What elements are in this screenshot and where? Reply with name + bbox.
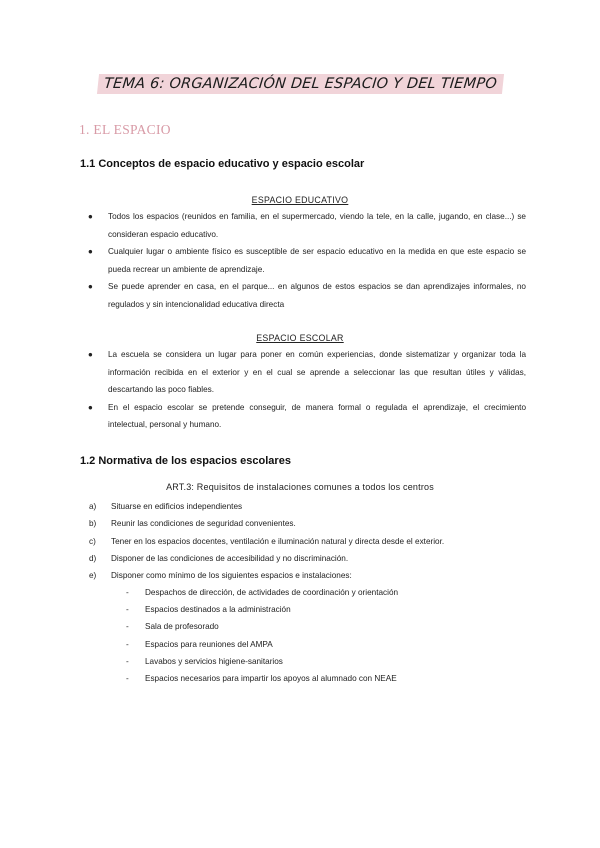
bullet-icon: ● [88, 212, 93, 221]
list-item-text: La escuela se considera un lugar para poner en común experiencias, donde sistematizar y organizar toda la información recibida en el exterior y en el cual se aprende a seleccionar las que resultan útiles y válidas, descartando las poco fiables. [108, 350, 526, 394]
list-item [126, 653, 506, 670]
title-container [0, 74, 600, 94]
dash-marker: - [126, 674, 129, 684]
list-item [88, 243, 526, 278]
dash-marker: - [126, 622, 129, 632]
list-item [126, 618, 506, 635]
list-item [88, 208, 526, 243]
list-marker: e) [89, 571, 97, 581]
subsection-heading-2: 1.2 Normativa de los espacios escolares [80, 455, 291, 467]
list-item-text: Se puede aprender en casa, en el parque... en algunos de estos espacios se dan aprendizajes informales, no regulados y sin intencionalidad educativa directa [108, 282, 526, 309]
list-item [89, 567, 529, 584]
bullet-icon: ● [88, 402, 93, 412]
list-marker: c) [89, 536, 96, 546]
educativo-list [88, 208, 526, 313]
list-item-text: Espacios necesarios para impartir los apoyos al alumnado con NEAE [145, 674, 397, 684]
list-marker: b) [89, 519, 97, 529]
bullet-icon: ● [88, 282, 93, 291]
list-item [88, 346, 526, 399]
list-item-text: En el espacio escolar se pretende conseguir, de manera formal o regulada el aprendizaje, el crecimiento intelectual, personal y humano. [108, 402, 526, 429]
page-title: TEMA 6: ORGANIZACIÓN DEL ESPACIO Y DEL TIEMPO [97, 74, 504, 94]
list-marker: d) [89, 553, 97, 563]
list-item-text: Despachos de dirección, de actividades de coordinación y orientación [145, 588, 399, 597]
heading-espacio-educativo: ESPACIO EDUCATIVO [251, 195, 349, 205]
dash-marker: - [126, 605, 129, 615]
list-item-text: Disponer como mínimo de los siguientes espacios e instalaciones: [111, 571, 352, 581]
list-item-text: Todos los espacios (reunidos en familia, en el supermercado, viendo la tele, en la calle, jugando, en clase...) se consideran espacio educativo. [108, 212, 526, 239]
list-item [89, 515, 529, 532]
dash-marker: - [126, 588, 129, 597]
list-item-text: Lavabos y servicios higiene-sanitarios [145, 656, 283, 666]
list-marker: a) [89, 502, 97, 511]
list-item [126, 670, 506, 687]
bullet-icon: ● [88, 350, 93, 359]
list-item-text: Disponer de las condiciones de accesibilidad y no discriminación. [111, 553, 349, 563]
list-item [126, 601, 506, 618]
requisitos-list [89, 498, 529, 584]
list-item [89, 533, 529, 550]
bullet-icon: ● [88, 247, 93, 256]
list-item [126, 584, 506, 601]
list-item [88, 278, 526, 313]
dash-marker: - [126, 656, 129, 666]
list-item-text: Reunir las condiciones de seguridad convenientes. [111, 519, 296, 529]
instalaciones-list [126, 584, 506, 687]
list-item [89, 550, 529, 567]
subsection-heading-1: 1.1 Conceptos de espacio educativo y espacio escolar [80, 158, 365, 170]
list-item-text: Tener en los espacios docentes, ventilación e iluminación natural y directa desde el exterior. [111, 536, 445, 546]
list-item-text: Sala de profesorado [145, 622, 219, 632]
list-item [126, 636, 506, 653]
escolar-list [88, 346, 526, 434]
article-heading: ART.3: Requisitos de instalaciones comunes a todos los centros [166, 482, 434, 492]
list-item-text: Situarse en edificios independientes [111, 502, 243, 511]
list-item-text: Espacios destinados a la administración [145, 605, 291, 615]
list-item [88, 399, 526, 434]
heading-espacio-escolar: ESPACIO ESCOLAR [256, 333, 344, 343]
dash-marker: - [126, 639, 129, 649]
list-item [89, 498, 529, 515]
list-item-text: Cualquier lugar o ambiente físico es susceptible de ser espacio educativo en la medida en que este espacio se pueda recrear un ambiente de aprendizaje. [108, 247, 526, 274]
list-item-text: Espacios para reuniones del AMPA [145, 639, 273, 649]
section-heading: 1. EL ESPACIO [79, 122, 171, 137]
